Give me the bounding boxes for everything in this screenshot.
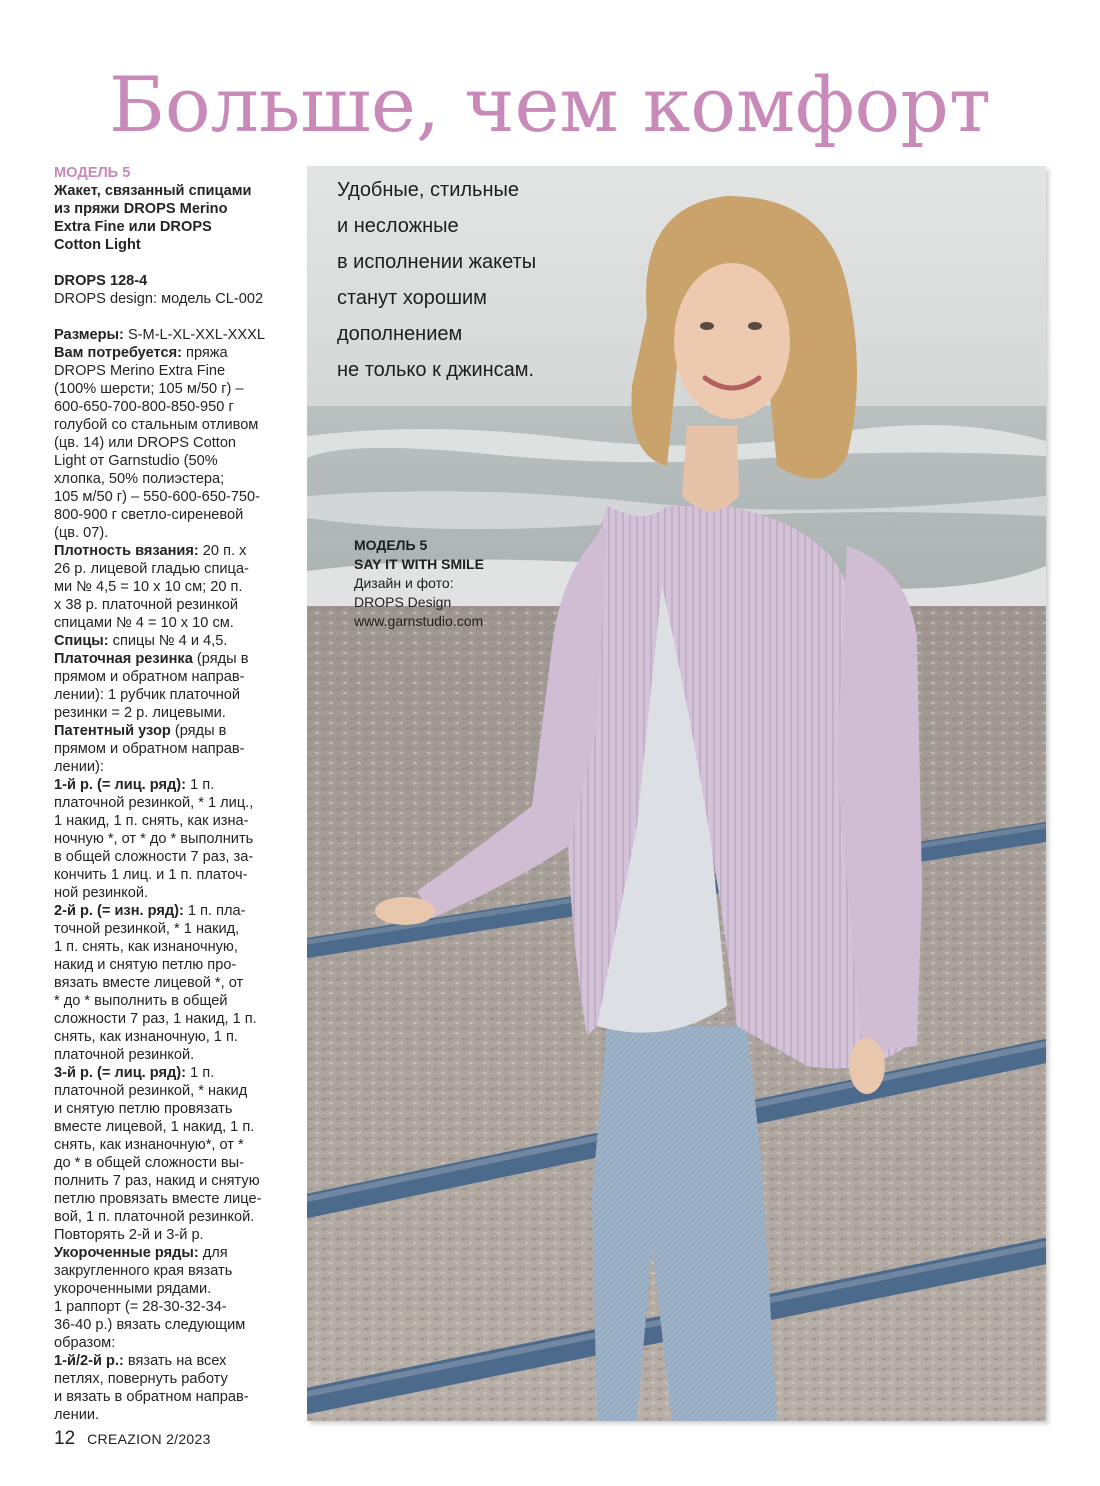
instruction-text: 36-40 р.) вязать следующим <box>54 1317 246 1333</box>
instruction-line <box>54 812 290 830</box>
instruction-line <box>54 1334 290 1352</box>
instruction-text: 1 раппорт (= 28-30-32-34- <box>54 1299 227 1315</box>
instruction-text: кончить 1 лиц. и 1 п. платоч- <box>54 867 248 883</box>
instruction-line <box>54 362 290 380</box>
instruction-text: (ряды в <box>170 723 227 739</box>
page-footer <box>54 1428 211 1452</box>
instruction-text: Light от Garnstudio (50% <box>54 453 218 469</box>
instruction-heading: 3-й р. (= лиц. ряд): <box>54 1065 187 1081</box>
instruction-line <box>54 380 290 398</box>
instruction-line <box>54 1406 290 1424</box>
instruction-line <box>54 1316 290 1334</box>
instruction-line <box>54 488 290 506</box>
instruction-line <box>54 704 290 722</box>
instruction-text: (цв. 07). <box>54 525 109 541</box>
intro-line: не только к джинсам. <box>337 359 535 381</box>
instruction-heading: 2-й р. (= изн. ряд): <box>54 903 184 919</box>
instruction-text: (100% шерсти; 105 м/50 г) – <box>54 381 244 397</box>
instruction-line <box>54 614 290 632</box>
instruction-text: пряжа <box>181 345 228 361</box>
instruction-text: для <box>198 1245 228 1261</box>
instruction-line <box>54 1010 290 1028</box>
instruction-text: резинки = 2 р. лицевыми. <box>54 705 226 721</box>
instruction-line <box>54 434 290 452</box>
instruction-text: голубой со стальным отливом <box>54 417 259 433</box>
instruction-text: прямом и обратном направ- <box>54 741 245 757</box>
instruction-text: х 38 р. платочной резинкой <box>54 597 239 613</box>
instruction-text: и вязать в обратном направ- <box>54 1389 249 1405</box>
instruction-line <box>54 920 290 938</box>
intro-text <box>337 172 637 388</box>
instruction-line <box>54 344 290 362</box>
instruction-text: лении): 1 рубчик платочной <box>54 687 241 703</box>
instruction-line <box>54 506 290 524</box>
instruction-heading: Укороченные ряды: <box>54 1245 199 1261</box>
instruction-text: Повторять 2-й и 3-й р. <box>54 1227 204 1243</box>
instruction-text: 1 п. снять, как изнаночную, <box>54 939 238 955</box>
issue-label: CREAZION 2/2023 <box>87 1431 211 1447</box>
caption-title: SAY IT WITH SMILE <box>354 556 484 572</box>
instruction-line <box>54 848 290 866</box>
instruction-text: снять, как изнаночную*, от * <box>54 1137 244 1153</box>
instruction-line <box>54 686 290 704</box>
instruction-text: 1 п. <box>186 777 215 793</box>
instruction-text: (цв. 14) или DROPS Cotton <box>54 435 237 451</box>
instruction-text: (ряды в <box>192 651 249 667</box>
instruction-text: платочной резинкой, * 1 лиц., <box>54 795 254 811</box>
article-title <box>54 182 290 254</box>
instruction-text: 1 п. пла- <box>183 903 246 919</box>
instruction-line <box>54 938 290 956</box>
instruction-text: платочной резинкой, * накид <box>54 1083 248 1099</box>
instruction-line <box>54 1100 290 1118</box>
instruction-text: ночную *, от * до * выполнить <box>54 831 254 847</box>
instruction-line <box>54 1028 290 1046</box>
instruction-text: ной резинкой. <box>54 885 149 901</box>
instruction-text: 105 м/50 г) – 550-600-650-750- <box>54 489 261 505</box>
instruction-text: 1 п. <box>186 1065 215 1081</box>
caption-model: МОДЕЛЬ 5 <box>354 537 428 553</box>
instruction-text: 800-900 г светло-сиреневой <box>54 507 244 523</box>
instruction-line <box>54 1118 290 1136</box>
instruction-line <box>54 1046 290 1064</box>
model-label: МОДЕЛЬ 5 <box>54 165 131 181</box>
caption-designer: DROPS Design <box>354 594 452 610</box>
instruction-line <box>54 830 290 848</box>
instruction-line <box>54 560 290 578</box>
intro-line: и несложные <box>337 215 459 237</box>
instruction-line <box>54 452 290 470</box>
instruction-text: S-M-L-XL-XXL-XXXL <box>123 327 266 343</box>
instruction-line <box>54 1226 290 1244</box>
instruction-line <box>54 1244 290 1262</box>
instruction-line <box>54 794 290 812</box>
instruction-text: до * в общей сложности вы- <box>54 1155 245 1171</box>
instruction-line <box>54 1388 290 1406</box>
instruction-line <box>54 1136 290 1154</box>
instruction-heading: Плотность вязания: <box>54 543 199 559</box>
instruction-text: ми № 4,5 = 10 х 10 см; 20 п. <box>54 579 243 595</box>
instruction-text: платочной резинкой. <box>54 1047 195 1063</box>
instruction-line <box>54 668 290 686</box>
intro-line: дополнением <box>337 323 463 345</box>
instruction-line <box>54 326 290 344</box>
instruction-line <box>54 398 290 416</box>
instruction-text: вместе лицевой, 1 накид, 1 п. <box>54 1119 255 1135</box>
instruction-line <box>54 866 290 884</box>
instruction-line <box>54 1262 290 1280</box>
instruction-text: петлях, повернуть работу <box>54 1371 228 1387</box>
instruction-text: снять, как изнаночную, 1 п. <box>54 1029 238 1045</box>
instructions-text <box>54 326 290 1424</box>
design-credit: DROPS design: модель CL-002 <box>54 291 264 307</box>
intro-line: станут хорошим <box>337 287 487 309</box>
instruction-line <box>54 1190 290 1208</box>
instruction-line <box>54 956 290 974</box>
pattern-code: DROPS 128-4 <box>54 273 148 289</box>
instruction-line <box>54 992 290 1010</box>
article-title-line: Extra Fine или DROPS <box>54 219 212 235</box>
page-headline: Больше, чем комфорт <box>108 60 991 149</box>
article-title-line: Жакет, связанный спицами <box>54 183 252 199</box>
instruction-line <box>54 1298 290 1316</box>
instruction-text: 1 накид, 1 п. снять, как изна- <box>54 813 249 829</box>
instruction-text: вязать на всех <box>123 1353 227 1369</box>
instruction-line <box>54 416 290 434</box>
instruction-text: 26 р. лицевой гладью спица- <box>54 561 249 577</box>
instruction-heading: Вам потребуется: <box>54 345 182 361</box>
intro-line: в исполнении жакеты <box>337 251 537 273</box>
instruction-text: полнить 7 раз, накид и снятую <box>54 1173 260 1189</box>
instruction-line <box>54 542 290 560</box>
instruction-heading: Размеры: <box>54 327 124 343</box>
instruction-text: лении): <box>54 759 104 775</box>
instruction-line <box>54 650 290 668</box>
instruction-text: в общей сложности 7 раз, за- <box>54 849 254 865</box>
instruction-line <box>54 884 290 902</box>
instruction-line <box>54 974 290 992</box>
instruction-line <box>54 902 290 920</box>
instruction-text: укороченными рядами. <box>54 1281 212 1297</box>
instruction-heading: Патентный узор <box>54 723 171 739</box>
caption-website: www.garnstudio.com <box>354 613 484 629</box>
instruction-text: образом: <box>54 1335 116 1351</box>
instruction-heading: 1-й р. (= лиц. ряд): <box>54 777 187 793</box>
instruction-text: точной резинкой, * 1 накид, <box>54 921 240 937</box>
instruction-text: вязать вместе лицевой *, от <box>54 975 244 991</box>
instruction-line <box>54 1370 290 1388</box>
instruction-line <box>54 740 290 758</box>
instruction-line <box>54 524 290 542</box>
instruction-text: лении. <box>54 1407 100 1423</box>
article-title-line: из пряжи DROPS Merino <box>54 201 228 217</box>
instruction-line <box>54 470 290 488</box>
pattern-column <box>54 164 290 1424</box>
instruction-text: накид и снятую петлю про- <box>54 957 237 973</box>
instruction-line <box>54 1208 290 1226</box>
instruction-text: спицы № 4 и 4,5. <box>108 633 228 649</box>
instruction-text: петлю провязать вместе лице- <box>54 1191 262 1207</box>
instruction-text: прямом и обратном направ- <box>54 669 245 685</box>
photo-caption <box>354 536 534 631</box>
intro-line: Удобные, стильные <box>337 179 520 201</box>
article-title-line: Cotton Light <box>54 237 141 253</box>
instruction-line <box>54 1280 290 1298</box>
instruction-text: сложности 7 раз, 1 накид, 1 п. <box>54 1011 257 1027</box>
instruction-text: * до * выполнить в общей <box>54 993 228 1009</box>
instruction-line <box>54 1352 290 1370</box>
instruction-line <box>54 758 290 776</box>
instruction-text: вой, 1 п. платочной резинкой. <box>54 1209 255 1225</box>
instruction-text: и снятую петлю провязать <box>54 1101 233 1117</box>
instruction-line <box>54 1064 290 1082</box>
instruction-text: 600-650-700-800-850-950 г <box>54 399 234 415</box>
instruction-line <box>54 1172 290 1190</box>
instruction-text: закругленного края вязать <box>54 1263 233 1279</box>
instruction-line <box>54 722 290 740</box>
instruction-text: хлопка, 50% полиэстера; <box>54 471 225 487</box>
instruction-line <box>54 596 290 614</box>
instruction-text: DROPS Merino Extra Fine <box>54 363 226 379</box>
instruction-line <box>54 632 290 650</box>
instruction-text: 20 п. х <box>198 543 247 559</box>
instruction-heading: Спицы: <box>54 633 109 649</box>
caption-credit-label: Дизайн и фото: <box>354 575 454 591</box>
instruction-line <box>54 1082 290 1100</box>
instruction-heading: Платочная резинка <box>54 651 193 667</box>
page-number: 12 <box>54 1428 76 1449</box>
instruction-heading: 1-й/2-й р.: <box>54 1353 124 1369</box>
instruction-line <box>54 578 290 596</box>
instruction-line <box>54 776 290 794</box>
instruction-line <box>54 1154 290 1172</box>
instruction-text: спицами № 4 = 10 х 10 см. <box>54 615 234 631</box>
